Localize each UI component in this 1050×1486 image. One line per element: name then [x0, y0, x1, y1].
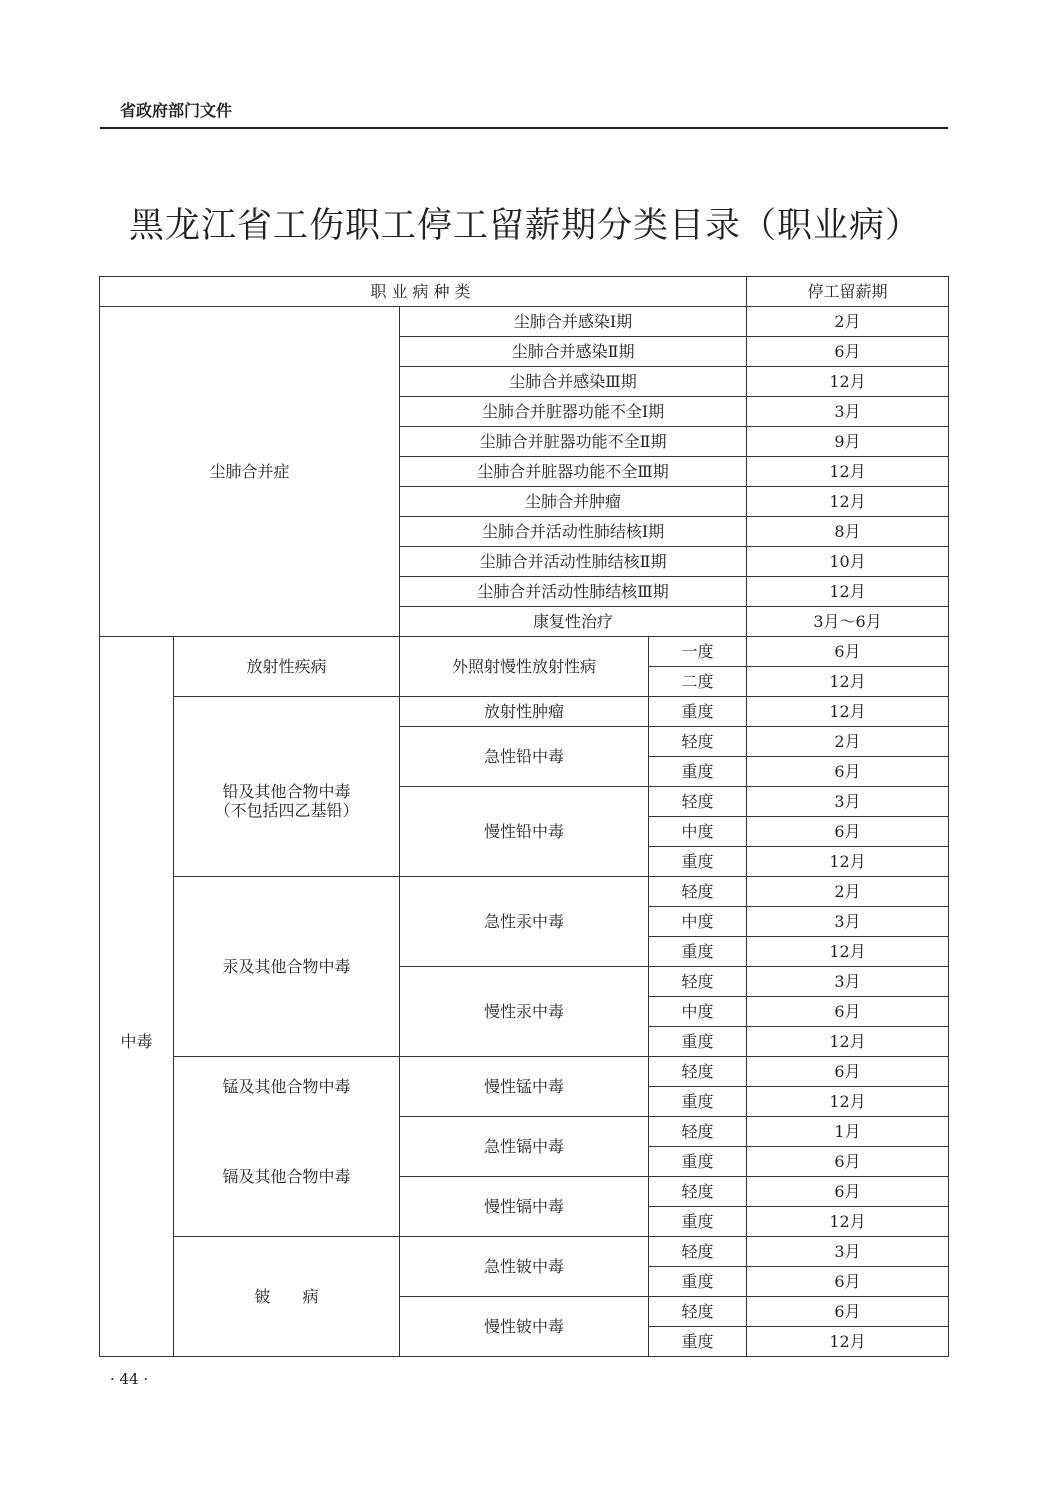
disease-chronic-beryllium: 慢性铍中毒: [400, 1297, 649, 1357]
disease-acute-mercury: 急性汞中毒: [400, 877, 649, 967]
disease-acute-lead: 急性铅中毒: [400, 727, 649, 787]
table-row: [100, 307, 949, 337]
period-value: 12月: [747, 1327, 949, 1357]
table-row: [100, 1057, 949, 1087]
period-value: 12月: [747, 487, 949, 517]
table-row: [100, 1237, 949, 1267]
period-value: 12月: [747, 367, 949, 397]
period-value: 12月: [747, 1207, 949, 1237]
period-value: 3月: [747, 907, 949, 937]
severity-value: 轻度: [649, 877, 747, 907]
severity-value: 轻度: [649, 967, 747, 997]
table-row: [100, 1117, 949, 1147]
period-value: 9月: [747, 427, 949, 457]
severity-value: 重度: [649, 1147, 747, 1177]
disease-name: 尘肺合并感染Ⅰ期: [400, 307, 747, 337]
disease-name: 尘肺合并脏器功能不全Ⅲ期: [400, 457, 747, 487]
period-value: 12月: [747, 697, 949, 727]
table-row: [100, 727, 949, 757]
disease-name: 尘肺合并脏器功能不全Ⅱ期: [400, 427, 747, 457]
severity-value: 轻度: [649, 787, 747, 817]
page-number: · 44 ·: [110, 1370, 149, 1388]
period-value: 6月: [747, 817, 949, 847]
period-value: 12月: [747, 1027, 949, 1057]
category-radiation: 放射性疾病: [174, 637, 400, 697]
disease-name: 尘肺合并感染Ⅲ期: [400, 367, 747, 397]
category-pneumoconiosis: 尘肺合并症: [100, 307, 400, 637]
severity-value: 轻度: [649, 1237, 747, 1267]
period-value: 6月: [747, 1267, 949, 1297]
period-value: 12月: [747, 457, 949, 487]
severity-value: 中度: [649, 997, 747, 1027]
disease-acute-cadmium: 急性镉中毒: [400, 1117, 649, 1177]
category-poisoning: 中毒: [100, 727, 174, 1357]
category-beryllium: 铍 病: [174, 1237, 400, 1357]
period-value: 3月～6月: [747, 607, 949, 637]
disease-chronic-manganese: 慢性锰中毒: [400, 1057, 649, 1117]
severity-value: 重度: [649, 697, 747, 727]
disease-radiation-tumor: 放射性肿瘤: [400, 697, 649, 727]
period-value: 6月: [747, 637, 949, 667]
severity-value: 重度: [649, 1327, 747, 1357]
category-lead-line1: 铅及其他合物中毒: [222, 782, 351, 802]
category-lead-line2: （不包括四乙基铅）: [214, 801, 359, 821]
period-value: 12月: [747, 667, 949, 697]
severity-value: 轻度: [649, 1057, 747, 1087]
period-value: 6月: [747, 337, 949, 367]
period-value: 6月: [747, 1057, 949, 1087]
period-value: 6月: [747, 997, 949, 1027]
period-value: 12月: [747, 577, 949, 607]
severity-value: 重度: [649, 937, 747, 967]
document-header: 省政府部门文件: [120, 101, 233, 120]
severity-value: 轻度: [649, 1177, 747, 1207]
table-row: [100, 637, 949, 667]
severity-value: 重度: [649, 757, 747, 787]
period-value: 3月: [747, 1237, 949, 1267]
page-title: 黑龙江省工伤职工停工留薪期分类目录（职业病）: [128, 206, 921, 246]
table-header-row: [100, 277, 949, 307]
severity-value: 二度: [649, 667, 747, 697]
period-value: 12月: [747, 847, 949, 877]
severity-value: 重度: [649, 1267, 747, 1297]
severity-value: 中度: [649, 907, 747, 937]
category-mercury: 汞及其他合物中毒: [174, 877, 400, 1057]
table-row: [100, 877, 949, 907]
disease-name: 尘肺合并感染Ⅱ期: [400, 337, 747, 367]
disease-name: 尘肺合并活动性肺结核Ⅰ期: [400, 517, 747, 547]
radiation-label-spacer: [174, 697, 400, 727]
disease-acute-beryllium: 急性铍中毒: [400, 1237, 649, 1297]
header-period: 停工留薪期: [747, 277, 949, 307]
disease-chronic-mercury: 慢性汞中毒: [400, 967, 649, 1057]
severity-value: 轻度: [649, 727, 747, 757]
severity-value: 一度: [649, 637, 747, 667]
disease-name: 尘肺合并活动性肺结核Ⅲ期: [400, 577, 747, 607]
period-value: 8月: [747, 517, 949, 547]
disease-name: 尘肺合并活动性肺结核Ⅱ期: [400, 547, 747, 577]
period-value: 3月: [747, 967, 949, 997]
severity-value: 中度: [649, 817, 747, 847]
period-value: 2月: [747, 307, 949, 337]
period-value: 12月: [747, 937, 949, 967]
occupational-disease-table: [99, 276, 949, 1357]
table-row: [100, 697, 949, 727]
category-spacer: [100, 637, 174, 727]
severity-value: 重度: [649, 1087, 747, 1117]
period-value: 2月: [747, 877, 949, 907]
header-divider: [100, 127, 948, 129]
severity-value: 重度: [649, 1207, 747, 1237]
category-manganese: 锰及其他合物中毒: [174, 1057, 400, 1117]
period-value: 6月: [747, 1297, 949, 1327]
period-value: 6月: [747, 757, 949, 787]
category-cadmium: 镉及其他合物中毒: [174, 1117, 400, 1237]
disease-chronic-cadmium: 慢性镉中毒: [400, 1177, 649, 1237]
period-value: 2月: [747, 727, 949, 757]
disease-name: 尘肺合并脏器功能不全Ⅰ期: [400, 397, 747, 427]
severity-value: 重度: [649, 847, 747, 877]
period-value: 6月: [747, 1177, 949, 1207]
disease-name: 尘肺合并肿瘤: [400, 487, 747, 517]
severity-value: 轻度: [649, 1297, 747, 1327]
period-value: 3月: [747, 787, 949, 817]
period-value: 12月: [747, 1087, 949, 1117]
disease-external-radiation: 外照射慢性放射性病: [400, 637, 649, 697]
period-value: 6月: [747, 1147, 949, 1177]
period-value: 10月: [747, 547, 949, 577]
disease-name: 康复性治疗: [400, 607, 747, 637]
period-value: 1月: [747, 1117, 949, 1147]
severity-value: 轻度: [649, 1117, 747, 1147]
disease-chronic-lead: 慢性铅中毒: [400, 787, 649, 877]
period-value: 3月: [747, 397, 949, 427]
category-lead: [174, 727, 400, 877]
severity-value: 重度: [649, 1027, 747, 1057]
header-category: 职业病种类: [100, 277, 747, 307]
